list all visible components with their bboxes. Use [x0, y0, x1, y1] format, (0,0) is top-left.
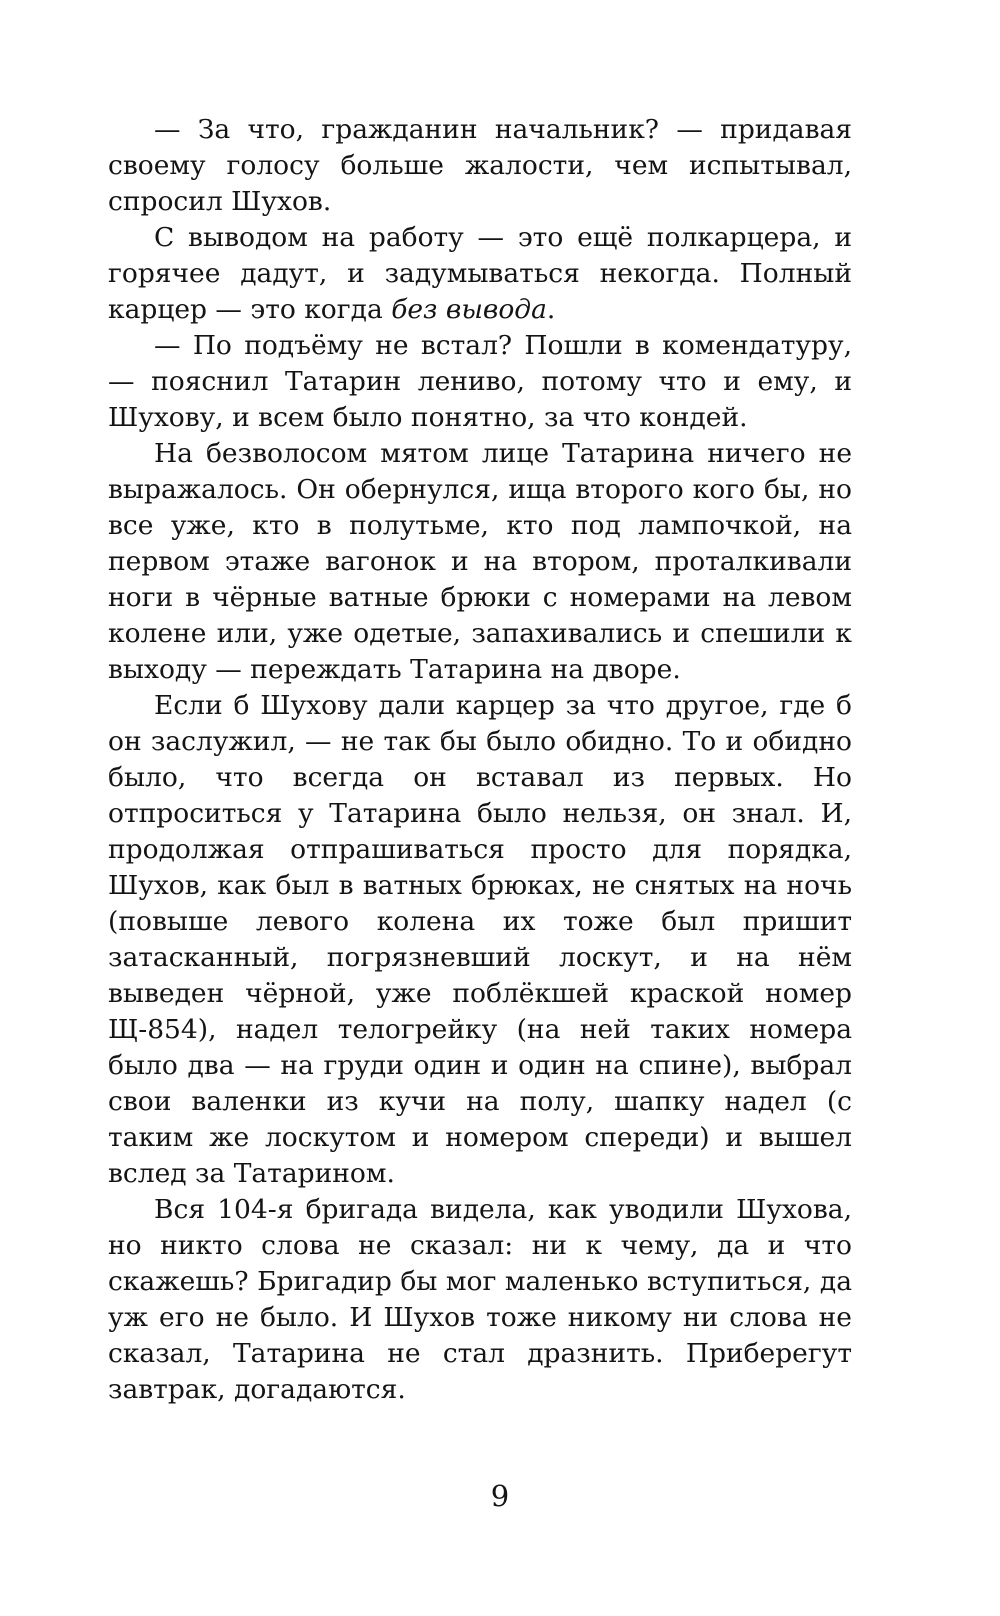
paragraph-2-italic: без вывода	[391, 294, 547, 325]
paragraph-3: — По подъёму не встал? Пошли в комендатуру, — пояснил Татарин лениво, потому что и ему, и Шухову, и всем было понятно, за что кондей.	[108, 330, 852, 433]
paragraph-2-end: .	[546, 294, 556, 325]
paragraph-2-text: С выводом на работу — это ещё полкарцера, и горячее дадут, и задумываться некогда. Полный карцер — это когда	[108, 222, 852, 325]
paragraph-5: Если б Шухову дали карцер за что другое, где б он заслужил, — не так бы было обидно. То и обидно было, что всегда он вставал из первых. Но отпроситься у Татарина было нельзя, он знал. И, продолжая отпрашиваться просто для порядка, Шухов, как был в ватных брюках, не снятых на ночь (повыше левого колена их тоже был пришит затасканный, погрязневший лоскут, и на нём выведен чёрной, уже поблёкшей краской номер Щ-854), надел телогрейку (на ней таких номера было два — на груди один и один на спине), выбрал свои валенки из кучи на полу, шапку надел (с таким же лоскутом и номером спереди) и вышел вслед за Татарином.	[108, 690, 852, 1189]
body-text	[108, 112, 852, 1408]
page-number: 9	[490, 1479, 510, 1513]
paragraph-6: Вся 104-я бригада видела, как уводили Шухова, но никто слова не сказал: ни к чему, да и что скажешь? Бригадир бы мог маленько вступиться, да уж его не было. И Шухов тоже никому ни слова не сказал, Татарина не стал дразнить. Приберегут завтрак, догадаются.	[108, 1194, 852, 1405]
paragraph-2	[108, 220, 852, 328]
paragraph-4: На безволосом мятом лице Татарина ничего не выражалось. Он обернулся, ища второго кого бы, но все уже, кто в полутьме, кто под лампочкой, на первом этаже вагонок и на втором, проталкивали ноги в чёрные ватные брюки с номерами на левом колене или, уже одетые, запахивались и спешили к выходу — переждать Татарина на дворе.	[108, 438, 852, 685]
paragraph-1: — За что, гражданин начальник? — придавая своему голосу больше жалости, чем испытывал, спросил Шухов.	[108, 114, 852, 217]
